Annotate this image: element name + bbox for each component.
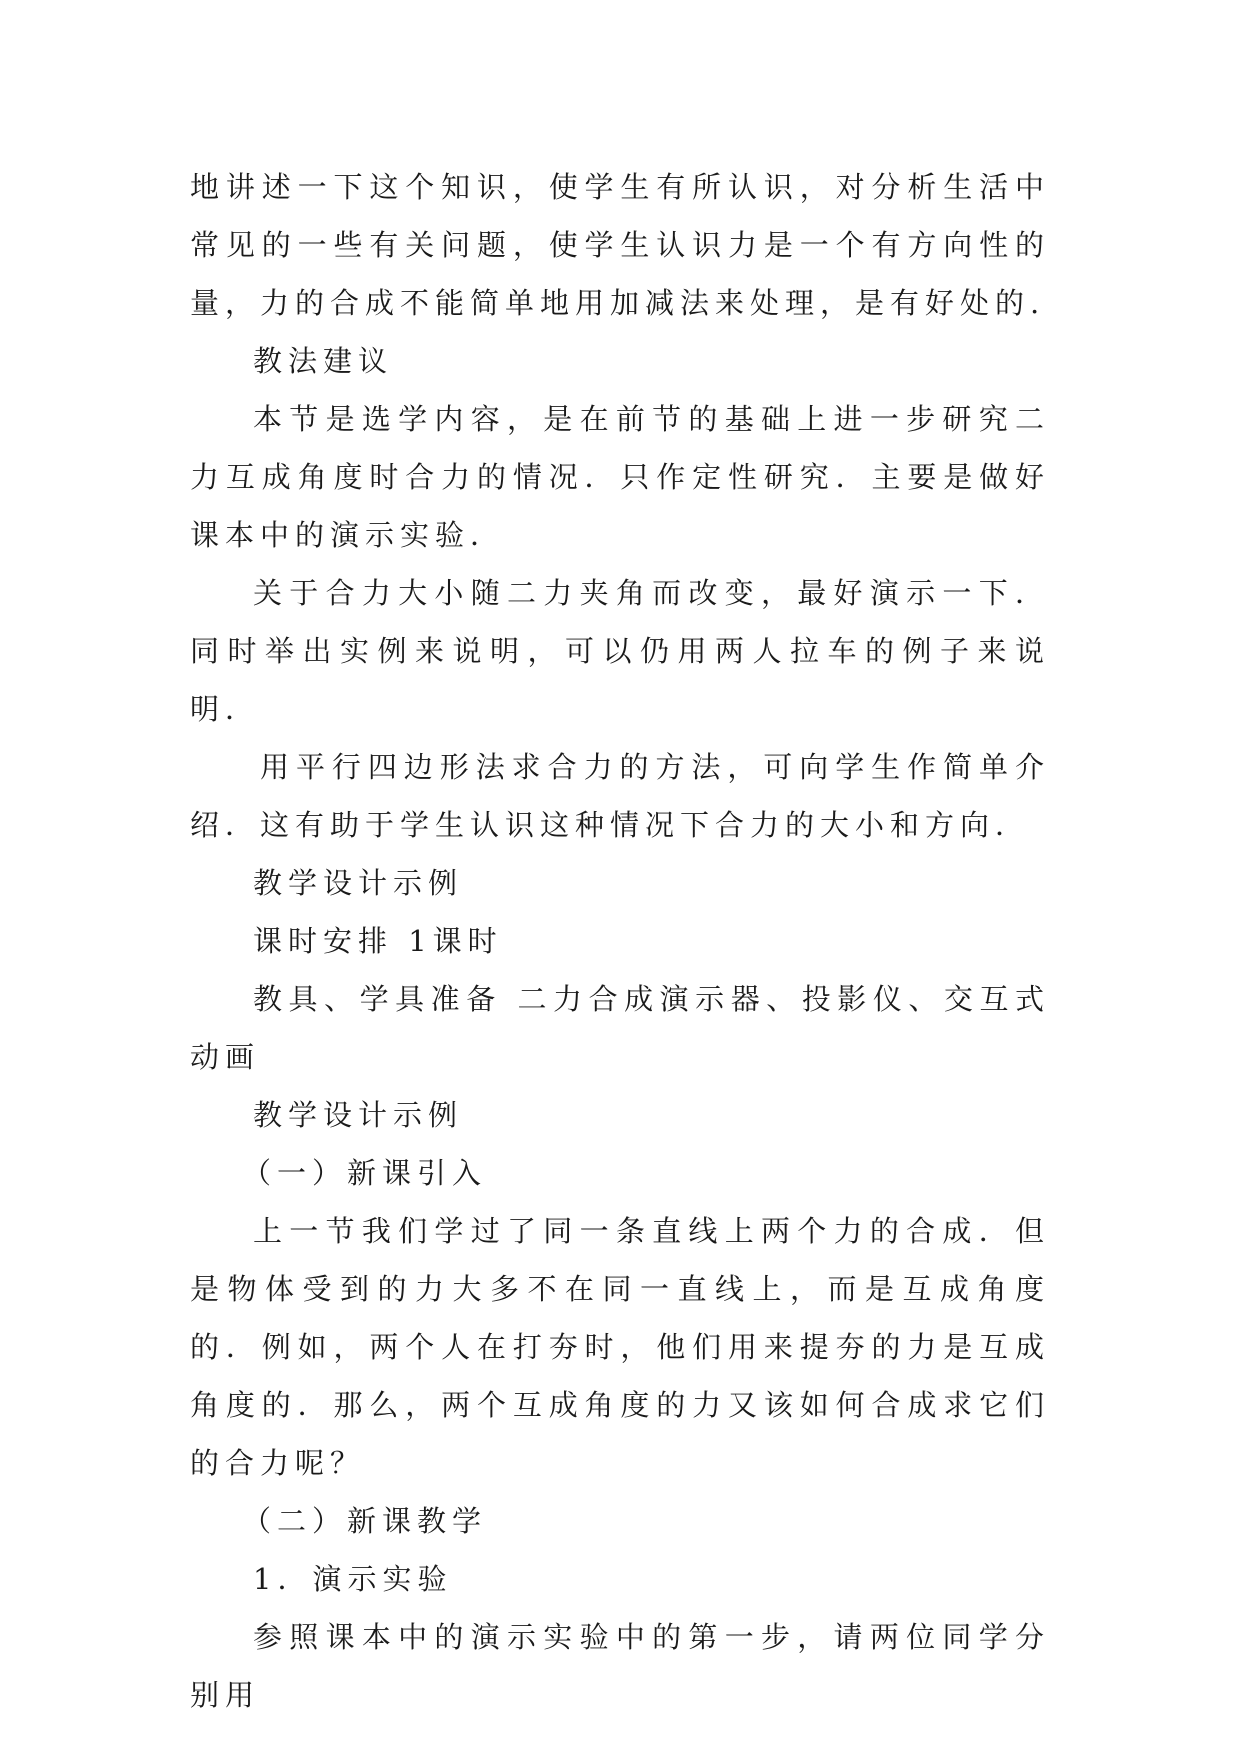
document-body [190, 158, 1050, 1724]
heading-design-example-2: 教学设计示例 [253, 1098, 464, 1132]
heading-design-example: 教学设计示例 [253, 866, 464, 900]
heading-teaching-suggestions: 教法建议 [253, 344, 394, 378]
heading-new-lesson-teaching: （二）新课教学 [242, 1504, 488, 1538]
heading-class-hours: 课时安排 1课时 [253, 924, 503, 958]
paragraph-optional-content: 本节是选学内容，是在前节的基础上进一步研究二力互成角度时合力的情况．只作定性研究．主要是做好课本中的演示实验． [190, 402, 1050, 552]
heading-new-lesson-intro: （一）新课引入 [242, 1156, 488, 1190]
paragraph-resultant-angle: 关于合力大小随二力夹角而改变，最好演示一下．同时举出实例来说明，可以仍用两人拉车的例子来说明． [190, 576, 1050, 726]
heading-demo-experiment: 1．演示实验 [253, 1562, 453, 1596]
paragraph-continuation: 地讲述一下这个知识，使学生有所认识，对分析生活中常见的一些有关问题，使学生认识力是一个有方向性的量，力的合成不能简单地用加减法来处理，是有好处的. [190, 170, 1050, 320]
paragraph-parallelogram-method: 用平行四边形法求合力的方法，可向学生作简单介绍．这有助于学生认识这种情况下合力的大小和方向． [190, 750, 1050, 842]
paragraph-demo-steps: 参照课本中的演示实验中的第一步，请两位同学分别用 [190, 1620, 1050, 1712]
paragraph-teaching-aids: 教具、学具准备 二力合成演示器、投影仪、交互式动画 [190, 982, 1050, 1074]
paragraph-intro-content: 上一节我们学过了同一条直线上两个力的合成．但是物体受到的力大多不在同一直线上，而是互成角度的．例如，两个人在打夯时，他们用来提夯的力是互成角度的．那么，两个互成角度的力又该如何合成求它们的合力呢？ [190, 1214, 1050, 1480]
